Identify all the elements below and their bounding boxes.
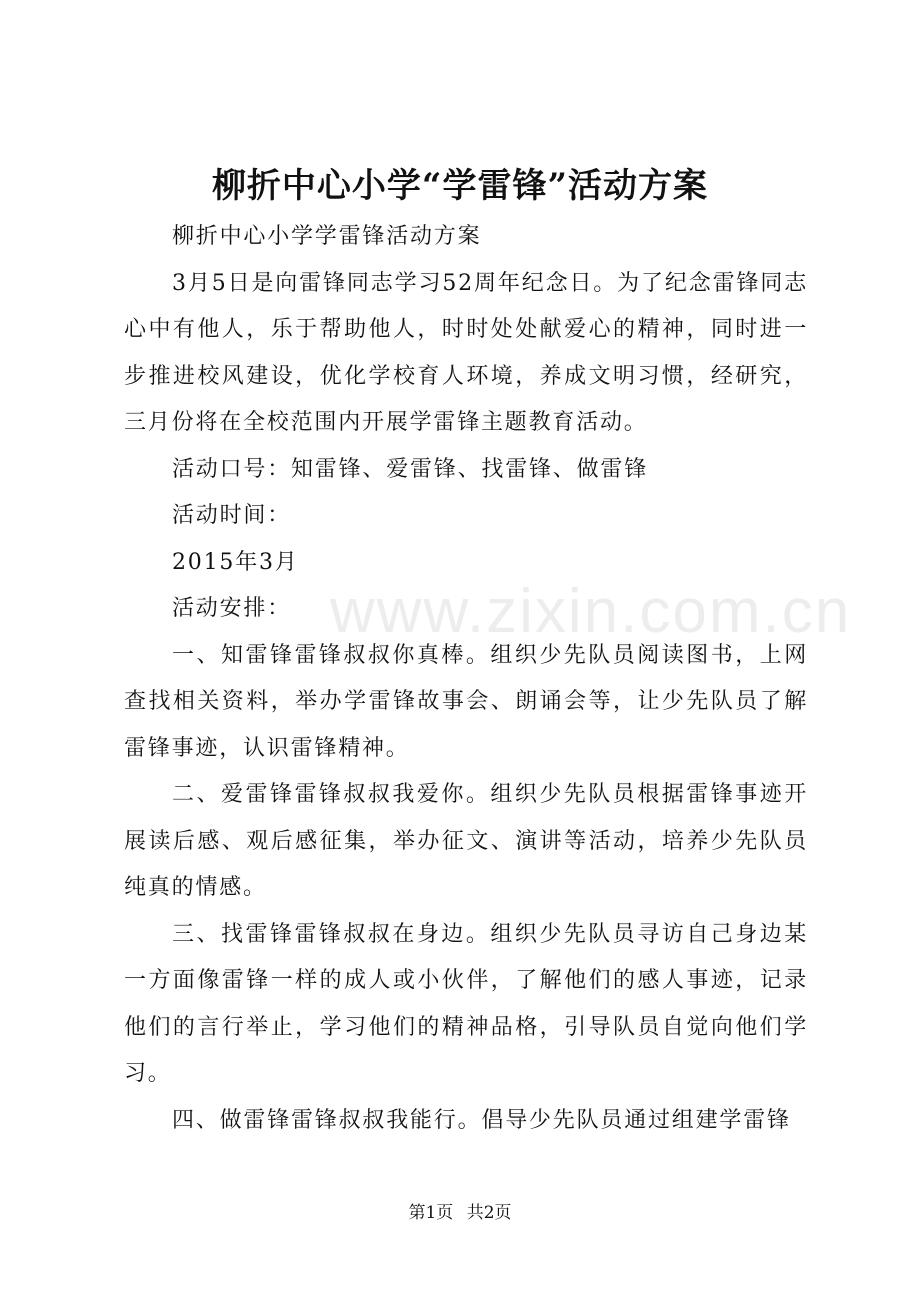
paragraph-item-3: 三、找雷锋雷锋叔叔在身边。组织少先队员寻访自己身边某一方面像雷锋一样的成人或小伙伴，了解他们的感人事迹，记录他们的言行举止，学习他们的精神品格，引导队员自觉向他们学习。 bbox=[124, 921, 808, 1086]
paragraph-item-2: 二、爱雷锋雷锋叔叔我爱你。组织少先队员根据雷锋事迹开展读后感、观后感征集，举办征文、演讲等活动，培养少先队员纯真的情感。 bbox=[124, 782, 808, 900]
paragraph-item-4: 四、做雷锋雷锋叔叔我能行。倡导少先队员通过组建学雷锋 bbox=[172, 1107, 791, 1133]
document-title: 柳折中心小学“学雷锋”活动方案 bbox=[211, 166, 709, 206]
page-total: 共2页 bbox=[466, 1203, 512, 1223]
page-footer bbox=[0, 1198, 920, 1228]
page-number: 第1页 bbox=[408, 1203, 454, 1223]
paragraph-slogan: 活动口号：知雷锋、爱雷锋、找雷锋、做雷锋 bbox=[172, 456, 649, 482]
paragraph-subtitle: 柳折中心小学学雷锋活动方案 bbox=[172, 224, 482, 249]
paragraph-arrangement-label: 活动安排： bbox=[172, 596, 292, 621]
paragraph-item-1: 一、知雷锋雷锋叔叔你真棒。组织少先队员阅读图书，上网查找相关资料，举办学雷锋故事会、朗诵会等，让少先队员了解雷锋事迹，认识雷锋精神。 bbox=[124, 642, 808, 761]
watermark: www.zixin.com.cn bbox=[330, 577, 852, 646]
paragraph-time-value: 2015年3月 bbox=[172, 549, 299, 575]
paragraph-intro: 3月5日是向雷锋同志学习52周年纪念日。为了纪念雷锋同志心中有他人，乐于帮助他人，时时处处献爱心的精神，同时进一步推进校风建设，优化学校育人环境，养成文明习惯，经研究，三月份将在全校范围内开展学雷锋主题教育活动。 bbox=[124, 270, 808, 435]
document-body bbox=[124, 214, 808, 1144]
paragraph-time-label: 活动时间： bbox=[172, 503, 292, 528]
